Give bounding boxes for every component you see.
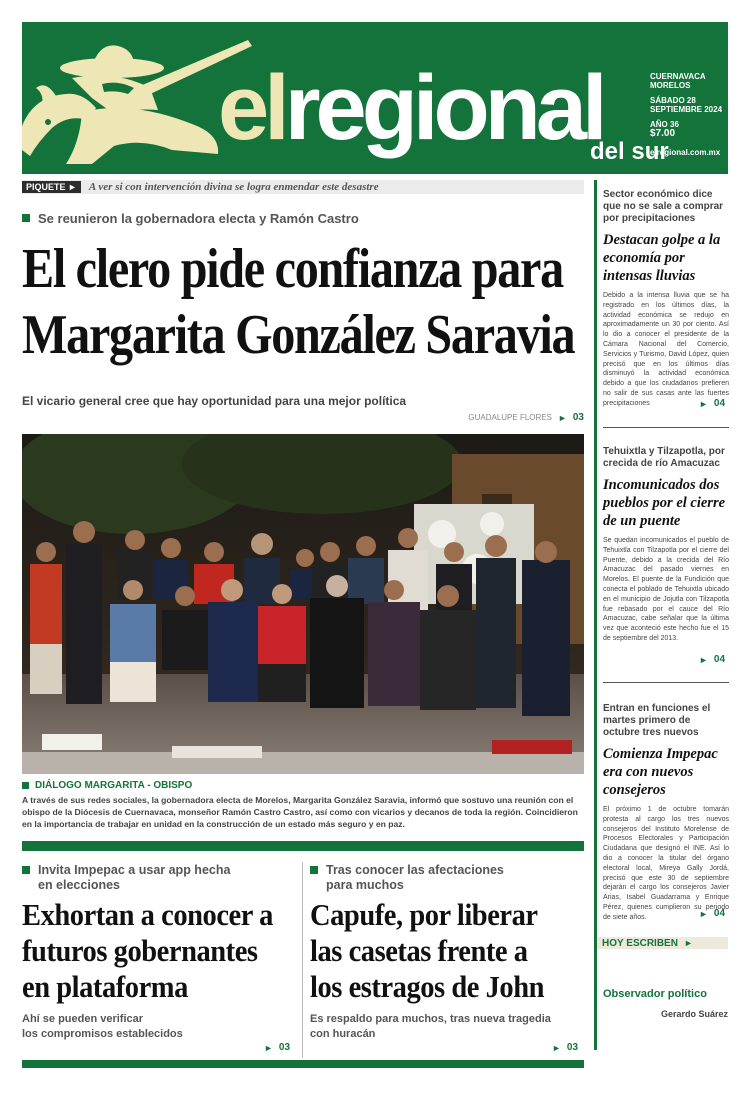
square-bullet-icon	[22, 866, 30, 874]
sidebar-2-kicker: Tehuixtla y Tilzapotla, por crecida de río Amacuzac	[603, 446, 725, 469]
story-right-headline[interactable]	[310, 897, 544, 1005]
sidebar-rule-1	[603, 427, 729, 428]
story-right-headline-3: los estragos de John	[310, 969, 545, 1004]
sidebar-2-page: 04	[713, 654, 726, 665]
lead-photo	[22, 434, 584, 774]
story-left-deck-1: Ahí se pueden verificar	[22, 1013, 144, 1025]
opinion-column-author: Gerardo Suárez	[660, 1009, 728, 1019]
logo-del-sur: del sur	[590, 138, 669, 165]
square-bullet-icon	[310, 866, 318, 874]
column-divider	[302, 862, 303, 1058]
story-right-deck-1: Es respaldo para muchos, tras nueva tragedia	[310, 1013, 551, 1025]
sidebar-1-kicker: Sector económico dice que no se sale a comprar por precipitaciones	[603, 189, 724, 224]
lead-kicker	[22, 211, 359, 226]
opinion-column-title[interactable]: Observador político	[603, 988, 707, 1000]
square-bullet-icon	[22, 214, 30, 222]
lead-headline[interactable]	[22, 236, 575, 368]
byline-author: GUADALUPE FLORES	[468, 413, 552, 422]
sidebar-1-page-ref[interactable]	[699, 398, 750, 409]
sidebar-accent-line	[594, 180, 597, 1050]
sidebar-3-body: El próximo 1 de octubre tomarán protesta al cargo los tres nuevos consejeros del Instituto Morelense de Procesos Electorales y Participación Ciudadana que designó el INE. Así lo dio a conocer la titular del órgano electoral local, Mireya Gally Jordá, precisó que este 30 de septiembre dejarán el cargo los consejeros Javier Arias, Isabel Guadarrama y Enrique Pérez, quienes cumplieron su periodo de siete años.	[603, 806, 729, 921]
story-left-kicker	[22, 863, 230, 893]
story-left-kicker-2: en elecciones	[38, 878, 120, 892]
arrow-right-icon: ►	[557, 412, 567, 423]
group-photo-illustration	[22, 434, 584, 774]
story-right-kicker-2: para muchos	[326, 878, 404, 892]
sidebar-2-body: Se quedan incomunicados el pueblo de Tehuixtla con Tilzapotla por el cierre del Puente, debido a la crecida del Río Amacuzac del pasado viernes en Morelos. El puente de la Fundición que conecta el poblado de Tehuixtla ubicado en el municipio de Jojutla con Tilzapotla fue rebasado por el cauce del Río Amacuzac, cabe señalar que la última vez que aconteció este hecho fue el 15 de septiembre del 2013.	[603, 537, 729, 642]
sidebar-2-page-ref[interactable]	[699, 654, 750, 665]
sidebar-rule-2	[603, 682, 729, 683]
logo-regional: regional	[284, 57, 603, 159]
arrow-right-icon: ►	[699, 654, 708, 665]
lead-byline	[468, 412, 584, 423]
edition-price: $7.00	[650, 128, 676, 139]
date-line-2: SEPTIEMBRE 2024	[650, 105, 723, 114]
edition-info	[650, 72, 730, 138]
sidebar-story-1	[603, 189, 729, 409]
story-left-headline-2: futuros gobernantes	[22, 933, 258, 968]
city-line-1: CUERNAVACA	[650, 72, 706, 81]
arrow-right-icon: ►	[264, 1042, 273, 1053]
story-left-kicker-1: Invita Impepac a usar app hecha	[38, 863, 231, 877]
story-left-headline[interactable]	[22, 897, 273, 1005]
sidebar-3-page-ref[interactable]	[699, 908, 750, 919]
lead-headline-line-1: El clero pide confianza para	[22, 238, 563, 300]
website-link[interactable]: elregional.com.mx	[650, 148, 721, 157]
story-right-headline-1: Capufe, por liberar	[310, 897, 538, 932]
hoy-escriben-label: HOY ESCRIBEN	[602, 937, 678, 949]
sidebar-1-headline[interactable]: Destacan golpe a la economía por intensas lluvias	[603, 232, 721, 284]
photo-caption: A través de sus redes sociales, la gobernadora electa de Morelos, Margarita González Saravia, informó que sostuvo una reunión con el obispo de la Diócesis de Cuernavaca, monseñor Ramón Castro Castro, así como con vicarios y decanos de toda la región. Coincidieron en la importancia de trabajar en unidad en la construcción de un estado más seguro y en paz.	[22, 795, 578, 829]
story-left-headline-1: Exhortan a conocer a	[22, 897, 273, 932]
sidebar-1-body: Debido a la intensa lluvia que se ha registrado en los últimos días, la actividad económica se redujo en aproximadamente un 30 por ciento. Así lo dio a conocer el presidente de la Cámara Nacional del Comercio, Servicios y Turismo, David López, quien precisó que en los últimos días disminuyó la actividad económica debido a que los ciudadanos prefieren no salir de sus casas ante las fuertes precipitaciones	[603, 292, 729, 407]
piquete-tag: PIQUETE ►	[22, 181, 81, 193]
story-left-deck	[22, 1012, 183, 1042]
arrow-right-icon: ►	[552, 1042, 561, 1053]
piquete-bar	[22, 180, 584, 194]
square-bullet-icon	[22, 782, 29, 789]
sidebar-story-3	[603, 703, 729, 923]
story-right-kicker-1: Tras conocer las afectaciones	[326, 863, 504, 877]
sidebar-2-headline[interactable]: Incomunicados dos pueblos por el cierre de un puente	[603, 477, 726, 529]
lead-headline-line-2: Margarita González Saravia	[22, 304, 575, 366]
story-left-page-ref[interactable]	[264, 1042, 290, 1053]
arrow-right-icon: ►	[699, 908, 708, 919]
section-divider-bottom	[22, 1060, 584, 1068]
lead-deck: El vicario general cree que hay oportunidad para una mejor política	[22, 394, 407, 408]
sidebar-3-kicker: Entran en funciones el martes primero de octubre tres nuevos	[603, 703, 711, 738]
lead-page-ref[interactable]: 03	[572, 412, 584, 423]
edition-year: AÑO 36	[650, 120, 679, 129]
arrow-right-icon: ►	[699, 398, 708, 409]
story-left-page: 03	[278, 1042, 291, 1053]
sidebar-3-headline[interactable]: Comienza Impepac era con nuevos consejeros	[603, 746, 718, 798]
sidebar-3-page: 04	[713, 908, 726, 919]
story-left-headline-3: en plataforma	[22, 969, 188, 1004]
piquete-text[interactable]: A ver si con intervención divina se logra enmendar este desastre	[88, 181, 379, 193]
section-divider-top	[22, 841, 584, 851]
photo-caption-title	[22, 780, 192, 791]
caption-title-text: DIÁLOGO MARGARITA - OBISPO	[35, 780, 193, 791]
lead-kicker-text: Se reunieron la gobernadora electa y Ramón Castro	[38, 211, 359, 226]
sidebar-1-page: 04	[713, 398, 726, 409]
story-right-page: 03	[566, 1042, 579, 1053]
date-line-1: SÁBADO 28	[650, 96, 696, 105]
story-right-deck	[310, 1012, 551, 1042]
arrow-right-icon: ►	[683, 938, 693, 948]
masthead	[22, 22, 728, 174]
logo-wordmark	[218, 57, 603, 159]
story-right-kicker	[310, 863, 504, 893]
story-right-deck-2: con huracán	[310, 1028, 376, 1040]
hoy-escriben-bar	[597, 937, 728, 949]
story-right-headline-2: las casetas frente a	[310, 933, 528, 968]
logo-el: el	[218, 57, 285, 159]
sidebar-story-2	[603, 446, 729, 644]
city-line-2: MORELOS	[650, 81, 691, 90]
story-left-deck-2: los compromisos establecidos	[22, 1028, 183, 1040]
story-right-page-ref[interactable]	[552, 1042, 578, 1053]
